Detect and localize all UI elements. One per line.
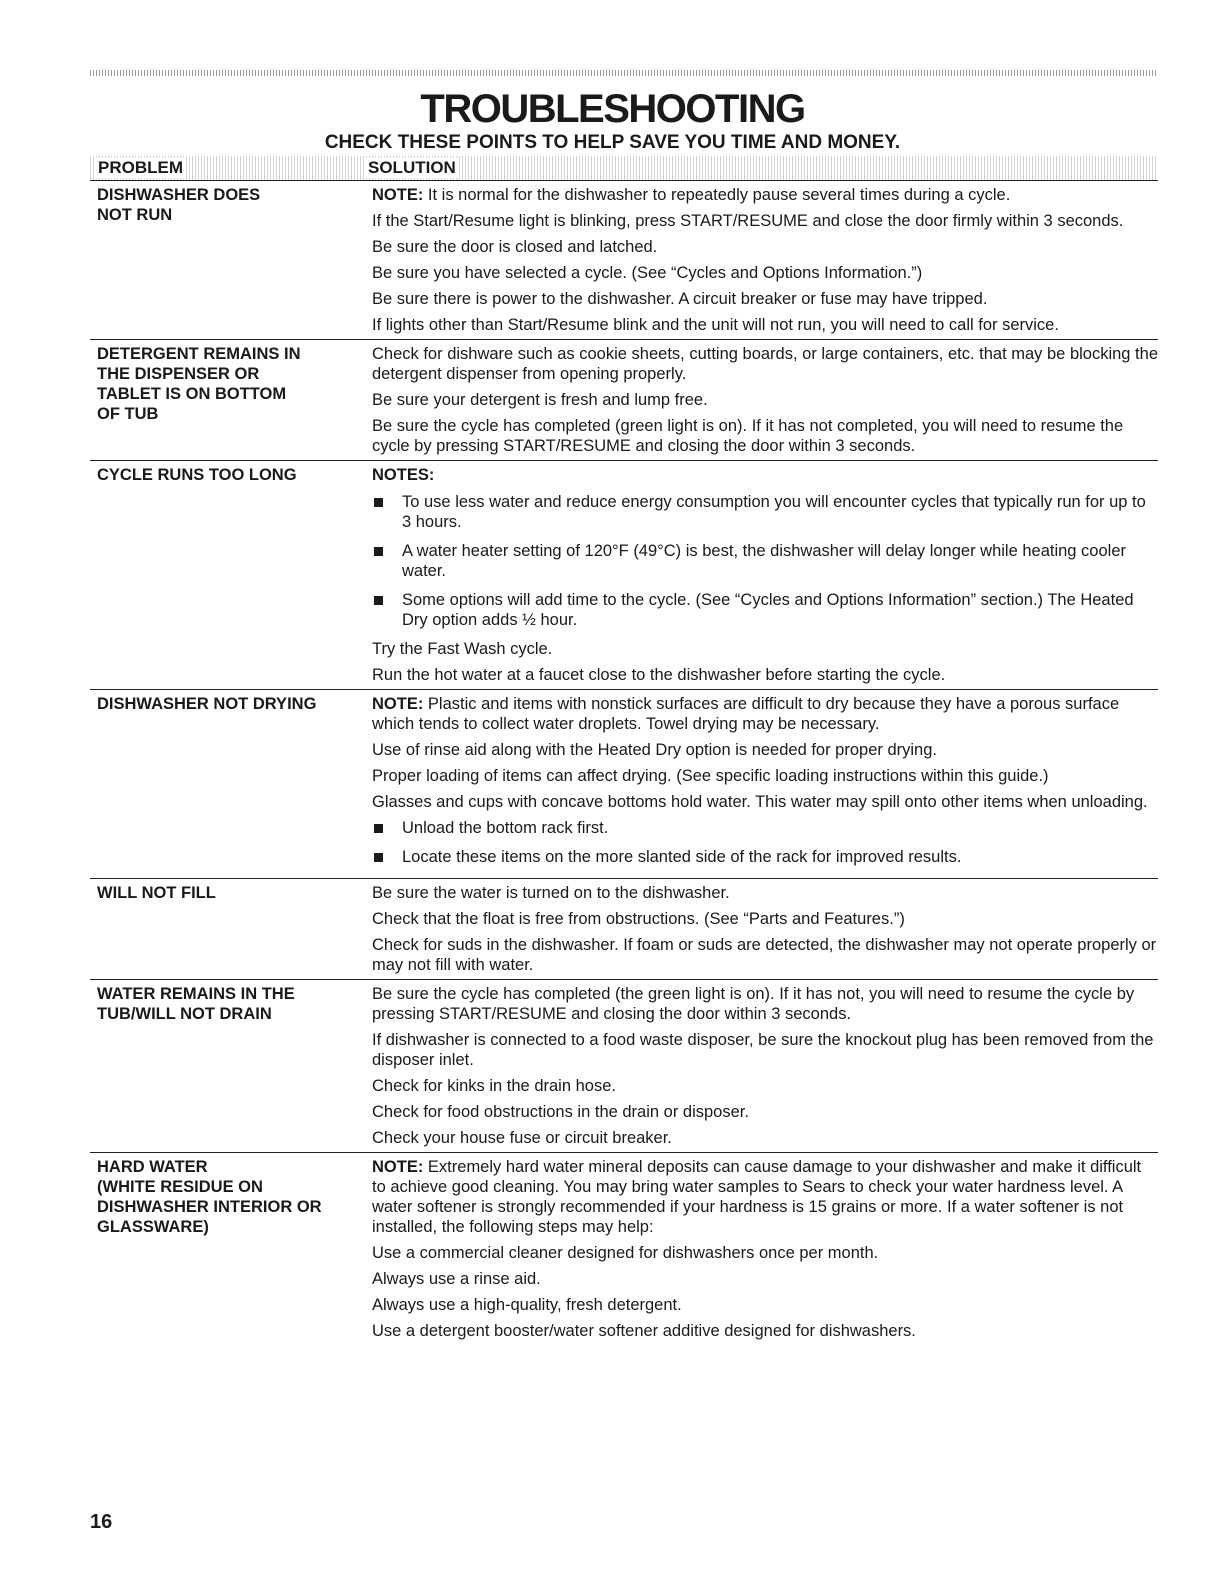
problem-text: (WHITE RESIDUE ON xyxy=(97,1178,263,1196)
solution-text: Always use a rinse aid. xyxy=(372,1270,541,1288)
table-row xyxy=(90,879,1158,980)
problem-text: HARD WATER xyxy=(97,1158,208,1176)
solution-paragraph xyxy=(372,185,1158,205)
solution-text: Be sure the cycle has completed (the green light is on). If it has not, you will need to resume the cycle by pressing START/RESUME and closing the door within 3 seconds. xyxy=(372,985,1135,1023)
solution-text: If dishwasher is connected to a food waste disposer, be sure the knockout plug has been removed from the disposer inlet. xyxy=(372,1031,1154,1069)
problem-text: TABLET IS ON BOTTOM xyxy=(97,385,287,403)
solution-text: Check for dishware such as cookie sheets, cutting boards, or large containers, etc. that may be blocking the detergent dispenser from opening properly. xyxy=(372,345,1158,383)
solution-text: Plastic and items with nonstick surfaces are difficult to dry because they have a porous surface which tends to collect water droplets. Towel drying may be necessary. xyxy=(372,695,1120,733)
problem-cell xyxy=(90,984,365,1150)
bullet-item xyxy=(372,818,1158,838)
table-row xyxy=(90,181,1158,340)
solution-text: Check for kinks in the drain hose. xyxy=(372,1077,616,1095)
solution-paragraph xyxy=(372,1128,1158,1148)
solution-paragraph xyxy=(372,639,1158,659)
top-dotted-rule xyxy=(90,70,1158,76)
bullet-item xyxy=(372,847,1158,867)
solution-paragraph xyxy=(372,694,1158,734)
table-row xyxy=(90,340,1158,461)
solution-paragraph xyxy=(372,909,1158,929)
solution-paragraph xyxy=(372,984,1158,1024)
solution-paragraph xyxy=(372,390,1158,410)
page-title: TROUBLESHOOTING xyxy=(420,87,805,131)
problem-cell xyxy=(90,465,365,687)
square-bullet-icon xyxy=(374,596,383,605)
solution-paragraph xyxy=(372,1295,1158,1315)
troubleshooting-table xyxy=(90,156,1158,1345)
problem-text: NOT RUN xyxy=(97,206,173,224)
problem-cell xyxy=(90,185,365,337)
solution-paragraph xyxy=(372,344,1158,384)
table-row xyxy=(90,461,1158,690)
bullet-text: A water heater setting of 120°F (49°C) is best, the dishwasher will delay longer while heating cooler water. xyxy=(402,542,1126,580)
solution-text: Check for suds in the dishwasher. If foam or suds are detected, the dishwasher may not operate properly or may not fill with water. xyxy=(372,936,1157,974)
solution-text: Be sure the water is turned on to the dishwasher. xyxy=(372,884,730,902)
problem-text: OF TUB xyxy=(97,405,159,423)
bullet-item xyxy=(372,541,1158,581)
table-body xyxy=(90,181,1158,1345)
solution-cell xyxy=(372,465,1158,687)
problem-text: DISHWASHER INTERIOR OR xyxy=(97,1198,322,1216)
bullet-text: Locate these items on the more slanted side of the rack for improved results. xyxy=(402,848,962,866)
problem-text: THE DISPENSER OR xyxy=(97,365,260,383)
solution-text: Proper loading of items can affect drying. (See specific loading instructions within this guide.) xyxy=(372,767,1049,785)
note-label: NOTE: xyxy=(372,1158,424,1176)
solution-cell xyxy=(372,344,1158,458)
problem-text: TUB/WILL NOT DRAIN xyxy=(97,1005,272,1023)
page-number: 16 xyxy=(90,1511,113,1533)
table-row xyxy=(90,980,1158,1153)
solution-cell xyxy=(372,1157,1158,1343)
table-row xyxy=(90,1153,1158,1345)
table-header xyxy=(90,156,1158,181)
solution-cell xyxy=(372,185,1158,337)
solution-paragraph xyxy=(372,1269,1158,1289)
solution-paragraph xyxy=(372,237,1158,257)
solution-text: Use a commercial cleaner designed for dishwashers once per month. xyxy=(372,1244,879,1262)
solution-text: Be sure your detergent is fresh and lump free. xyxy=(372,391,708,409)
solution-paragraph xyxy=(372,263,1158,283)
solution-text: Extremely hard water mineral deposits can cause damage to your dishwasher and make it difficult to achieve good cleaning. You may bring water samples to Sears to check your water hardness level. A water softener is strongly recommended if your hardness is 15 grains or more. If a water softener is not installed, the following steps may help: xyxy=(372,1158,1142,1236)
solution-cell xyxy=(372,883,1158,977)
solution-text: Check your house fuse or circuit breaker. xyxy=(372,1129,672,1147)
solution-text: Check for food obstructions in the drain or disposer. xyxy=(372,1103,749,1121)
square-bullet-icon xyxy=(374,853,383,862)
problem-text: DETERGENT REMAINS IN xyxy=(97,345,301,363)
bullet-text: Unload the bottom rack first. xyxy=(402,819,609,837)
problem-cell xyxy=(90,694,365,876)
solution-paragraph xyxy=(372,665,1158,685)
solution-paragraph xyxy=(372,1157,1158,1237)
solution-text: Be sure you have selected a cycle. (See “Cycles and Options Information.”) xyxy=(372,264,923,282)
problem-text: DISHWASHER DOES xyxy=(97,186,261,204)
solution-paragraph xyxy=(372,1030,1158,1070)
solution-text: If lights other than Start/Resume blink and the unit will not run, you will need to call for service. xyxy=(372,316,1059,334)
notes-heading: NOTES: xyxy=(372,466,435,484)
solution-paragraph xyxy=(372,315,1158,335)
solution-paragraph xyxy=(372,1076,1158,1096)
square-bullet-icon xyxy=(374,498,383,507)
solution-text: Be sure there is power to the dishwasher. A circuit breaker or fuse may have tripped. xyxy=(372,290,988,308)
solution-paragraph xyxy=(372,289,1158,309)
solution-cell xyxy=(372,694,1158,876)
solution-text: If the Start/Resume light is blinking, press START/RESUME and close the door firmly within 3 seconds. xyxy=(372,212,1124,230)
square-bullet-icon xyxy=(374,824,383,833)
solution-paragraph xyxy=(372,1243,1158,1263)
solution-text: Be sure the cycle has completed (green light is on). If it has not completed, you will need to resume the cycle by pressing START/RESUME and closing the door within 3 seconds. xyxy=(372,417,1124,455)
solution-paragraph xyxy=(372,766,1158,786)
solution-paragraph xyxy=(372,1102,1158,1122)
problem-text: WILL NOT FILL xyxy=(97,884,216,902)
solution-text: Try the Fast Wash cycle. xyxy=(372,640,553,658)
solution-text: Always use a high-quality, fresh detergent. xyxy=(372,1296,682,1314)
solution-text: It is normal for the dishwasher to repeatedly pause several times during a cycle. xyxy=(423,186,1011,204)
solution-text: Be sure the door is closed and latched. xyxy=(372,238,658,256)
solution-text: Use of rinse aid along with the Heated Dry option is needed for proper drying. xyxy=(372,741,937,759)
problem-cell xyxy=(90,344,365,458)
solution-paragraph xyxy=(372,211,1158,231)
solution-paragraph xyxy=(372,792,1158,812)
problem-text: CYCLE RUNS TOO LONG xyxy=(97,466,297,484)
table-row xyxy=(90,690,1158,879)
solution-text: Glasses and cups with concave bottoms hold water. This water may spill onto other items when unloading. xyxy=(372,793,1148,811)
problem-text: GLASSWARE) xyxy=(97,1218,209,1236)
problem-text: DISHWASHER NOT DRYING xyxy=(97,695,317,713)
solution-text: Use a detergent booster/water softener additive designed for dishwashers. xyxy=(372,1322,916,1340)
solution-paragraph xyxy=(372,740,1158,760)
problem-cell xyxy=(90,883,365,977)
solution-paragraph xyxy=(372,935,1158,975)
note-label: NOTE: xyxy=(372,186,424,204)
problem-cell xyxy=(90,1157,365,1343)
bullet-text: Some options will add time to the cycle. (See “Cycles and Options Information” section.) The Heated Dry option adds ½ hour. xyxy=(402,591,1134,629)
solution-paragraph xyxy=(372,1321,1158,1341)
solution-text: Check that the float is free from obstructions. (See “Parts and Features.”) xyxy=(372,910,905,928)
bullet-item xyxy=(372,492,1158,532)
page-subtitle: CHECK THESE POINTS TO HELP SAVE YOU TIME AND MONEY. xyxy=(324,132,901,153)
bullet-item xyxy=(372,590,1158,630)
solution-paragraph xyxy=(372,883,1158,903)
note-label: NOTE: xyxy=(372,695,424,713)
column-header-problem: PROBLEM xyxy=(98,158,183,177)
solution-paragraph xyxy=(372,416,1158,456)
square-bullet-icon xyxy=(374,547,383,556)
solution-cell xyxy=(372,984,1158,1150)
problem-text: WATER REMAINS IN THE xyxy=(97,985,295,1003)
bullet-text: To use less water and reduce energy consumption you will encounter cycles that typically run for up to 3 hours. xyxy=(402,493,1146,531)
column-header-solution: SOLUTION xyxy=(368,158,456,177)
solution-text: Run the hot water at a faucet close to the dishwasher before starting the cycle. xyxy=(372,666,946,684)
